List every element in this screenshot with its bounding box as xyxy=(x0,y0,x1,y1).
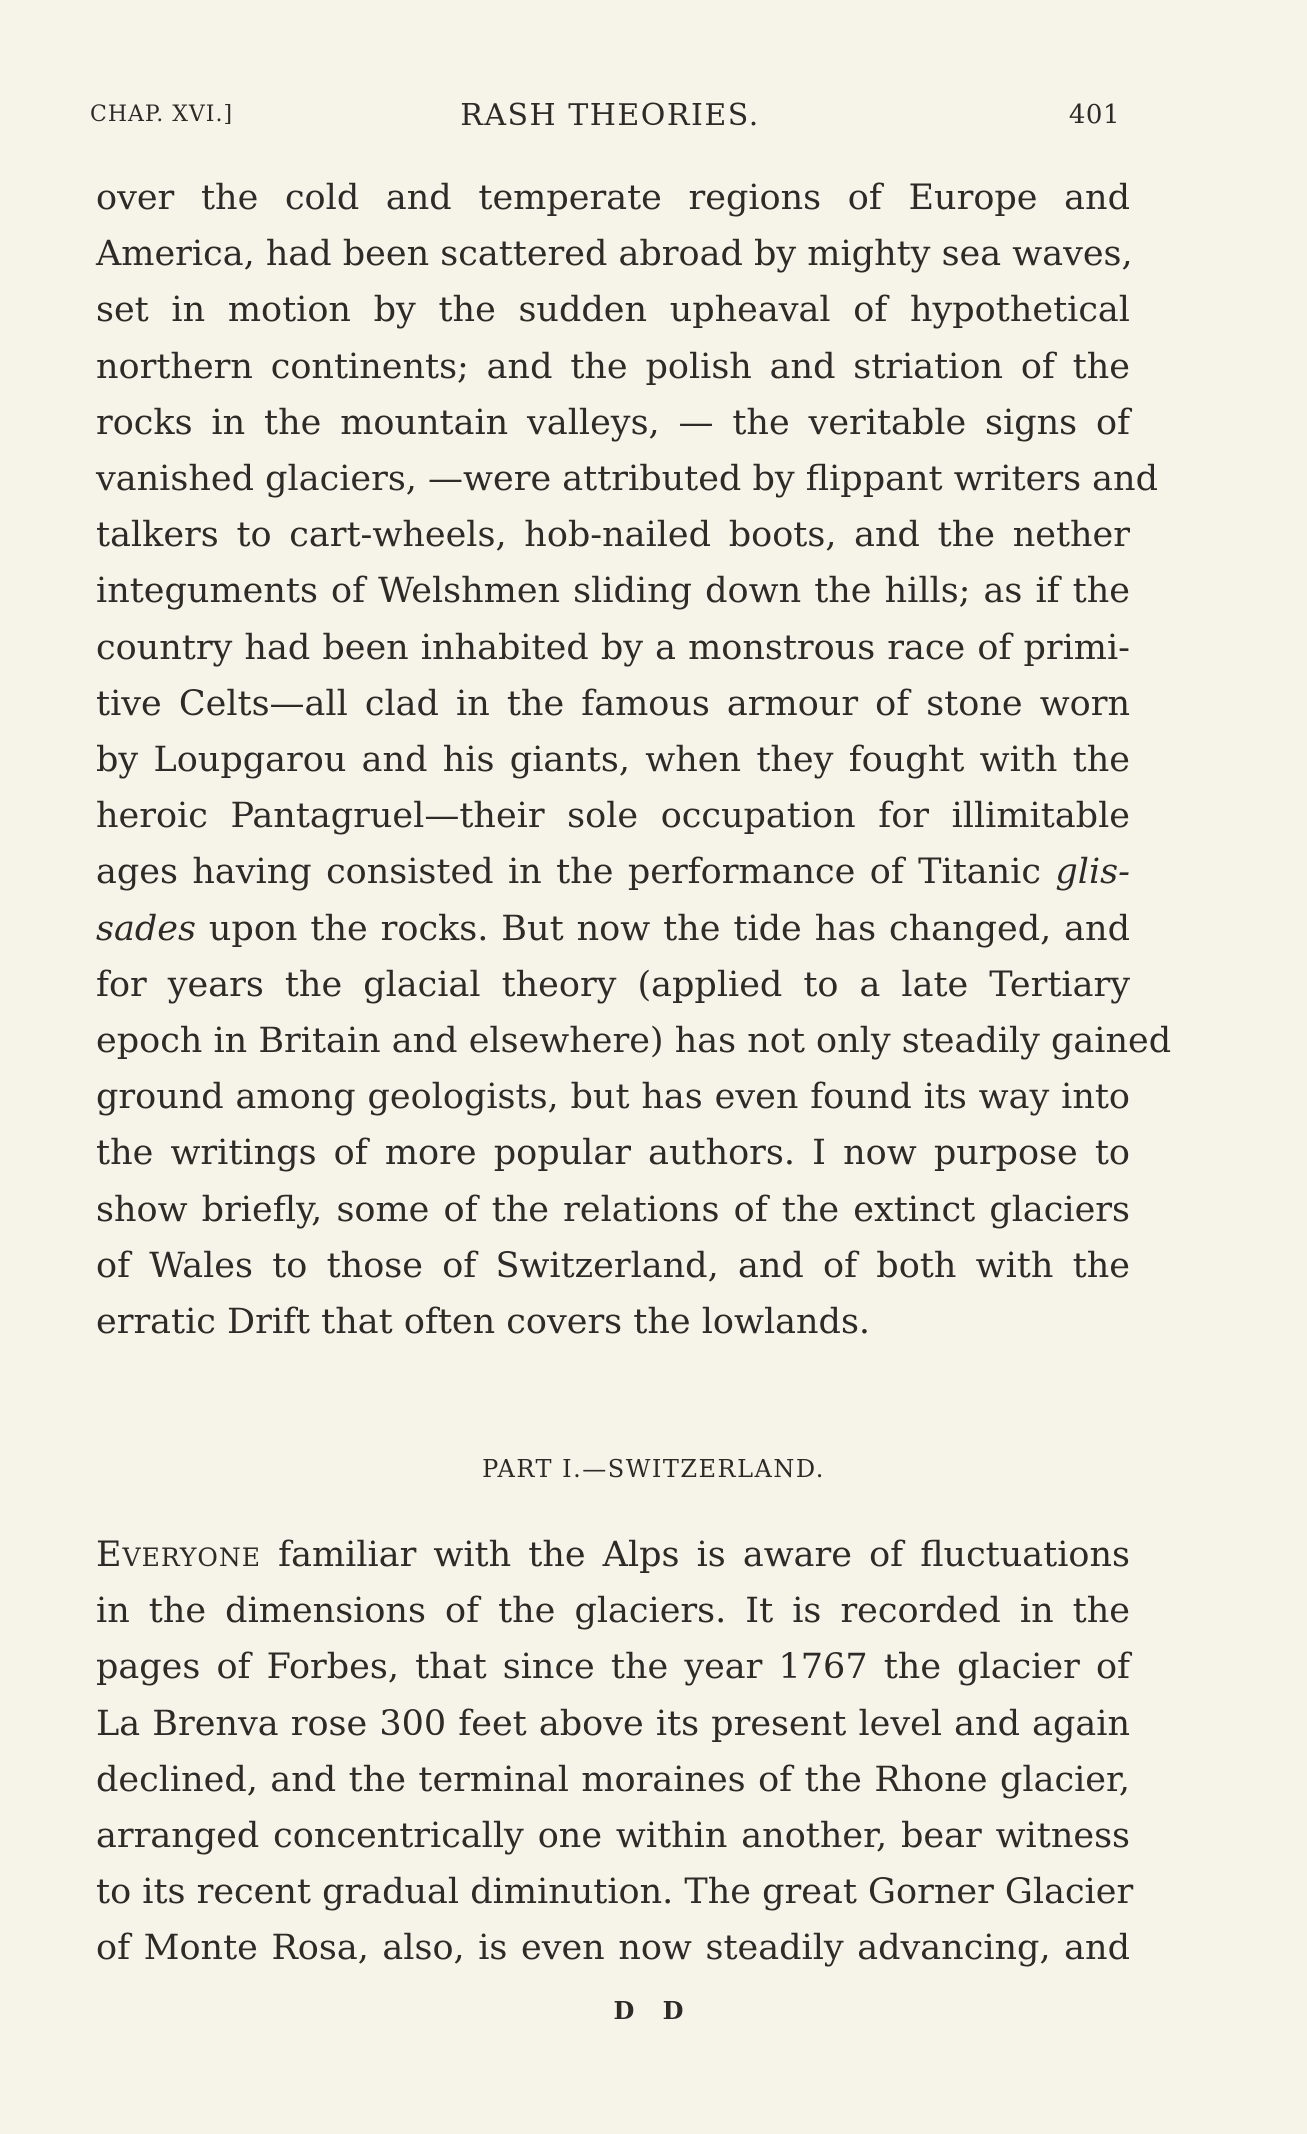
text-line: the writings of more popular authors. I now purpose to xyxy=(96,1133,1130,1174)
text-line: La Brenva rose 300 feet above its present level and again xyxy=(96,1703,1130,1744)
text-line: arranged concentrically one within another, bear witness xyxy=(96,1816,1130,1857)
signature-mark: D D xyxy=(613,1996,694,2025)
text-line: tive Celts—all clad in the famous armour of stone worn xyxy=(96,683,1130,724)
text-line: vanished glaciers, —were attributed by flippant writers and xyxy=(96,459,1158,500)
text-line-with-small-caps xyxy=(96,1527,1130,1583)
text-line: ground among geologists, but has even found its way into xyxy=(96,1077,1130,1118)
section-heading: PART I.—SWITZERLAND. xyxy=(482,1455,825,1483)
text-line: epoch in Britain and elsewhere) has not only steadily gained xyxy=(96,1021,1172,1062)
paragraph-opening xyxy=(96,1527,1134,1977)
text-line: country had been inhabited by a monstrous race of primi- xyxy=(96,627,1130,668)
text-line: rocks in the mountain valleys, — the veritable signs of xyxy=(96,402,1130,443)
text-line: set in motion by the sudden upheaval of hypothetical xyxy=(96,290,1130,331)
running-title: RASH THEORIES. xyxy=(460,98,760,133)
text-segment: ages having consisted in the performance of Titanic xyxy=(96,852,1041,893)
text-segment: upon the rocks. But now the tide has changed, and xyxy=(208,908,1130,949)
text-line: show briefly, some of the relations of the extinct glaciers xyxy=(96,1189,1130,1230)
text-line: heroic Pantagruel—their sole occupation for illimitable xyxy=(96,796,1130,837)
running-header xyxy=(90,98,1130,138)
text-line: America, had been scattered abroad by mighty sea waves, xyxy=(96,234,1133,275)
text-line: of Monte Rosa, also, is even now steadily advancing, and xyxy=(96,1928,1130,1969)
text-line: declined, and the terminal moraines of the Rhone glacier, xyxy=(96,1759,1130,1800)
text-line: talkers to cart-wheels, hob-nailed boots, and the nether xyxy=(96,515,1130,556)
text-line: for years the glacial theory (applied to a late Tertiary xyxy=(96,964,1130,1005)
text-line: in the dimensions of the glaciers. It is recorded in the xyxy=(96,1591,1130,1632)
text-line: integuments of Welshmen sliding down the hills; as if the xyxy=(96,571,1130,612)
text-line: to its recent gradual diminution. The great Gorner Glacier xyxy=(96,1872,1134,1913)
text-line: pages of Forbes, that since the year 1767 the glacier of xyxy=(96,1647,1130,1688)
text-line: northern continents; and the polish and striation of the xyxy=(96,346,1130,387)
text-line: erratic Drift that often covers the lowlands. xyxy=(96,1302,871,1343)
italic-word: glis- xyxy=(1055,852,1130,893)
text-line: of Wales to those of Switzerland, and of both with the xyxy=(96,1245,1130,1286)
paragraph-continued xyxy=(96,170,1172,1350)
text-line: by Loupgarou and his giants, when they fought with the xyxy=(96,740,1130,781)
italic-word: sades xyxy=(96,908,196,949)
page-number: 401 xyxy=(1068,100,1120,130)
text-line-with-italic xyxy=(96,901,1130,957)
text-segment: familiar with the Alps is aware of fluctuations xyxy=(278,1535,1130,1575)
text-line: over the cold and temperate regions of Europe and xyxy=(96,178,1130,218)
chapter-label: CHAP. XVI.] xyxy=(90,102,234,127)
small-caps-opening: Everyone xyxy=(96,1535,262,1575)
text-line-with-italic xyxy=(96,844,1130,900)
